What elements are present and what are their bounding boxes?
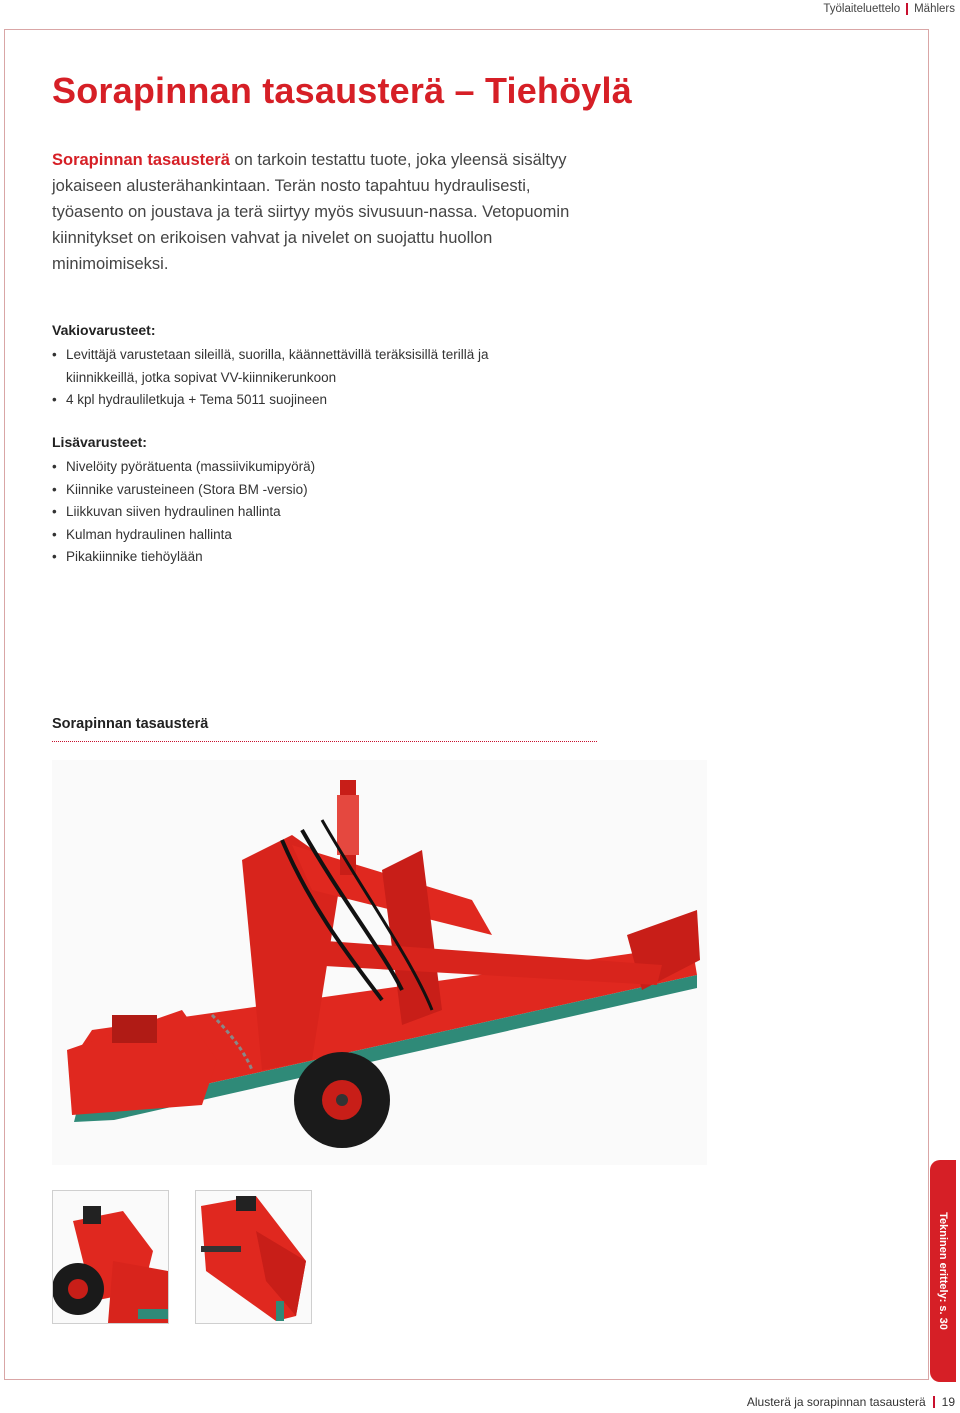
standard-equipment-list (52, 344, 502, 412)
catalog-name: Työlaiteluettelo (823, 3, 901, 15)
caption-divider (52, 741, 597, 742)
blade-detail-photo (195, 1190, 312, 1324)
page-header (823, 3, 955, 15)
page-number: 19 (941, 1395, 955, 1409)
photo-caption: Sorapinnan tasausterä (52, 716, 209, 732)
side-tab-label: Tekninen erittely: s. 30 (937, 1212, 949, 1330)
footer-separator (933, 1396, 935, 1408)
intro-highlight: Sorapinnan tasausterä (52, 151, 230, 169)
footer-section: Alusterä ja sorapinnan tasausterä (746, 1395, 926, 1409)
wheel-detail-photo (52, 1190, 169, 1324)
brand-name: Mählers (914, 3, 955, 15)
standard-equipment-heading: Vakiovarusteet: (52, 322, 156, 338)
technical-spec-tab[interactable] (930, 1160, 956, 1382)
list-item: • Levittäjä varustetaan sileillä, suorilla, käännettävillä teräksisillä terillä ja kiinnikkeillä, jotka sopivat VV-kiinnikerunkoon (52, 344, 502, 389)
page-title: Sorapinnan tasausterä – Tiehöylä (52, 70, 632, 111)
grader-blade-photo (52, 760, 707, 1165)
optional-equipment-list (52, 456, 502, 569)
list-item: • Kiinnike varusteineen (Stora BM -versio) (52, 479, 502, 502)
list-item: • Kulman hydraulinen hallinta (52, 524, 502, 547)
header-separator (906, 3, 908, 15)
page-footer (747, 1395, 955, 1409)
list-item: • 4 kpl hydrauliletkuja + Tema 5011 suojineen (52, 389, 502, 412)
optional-equipment-heading: Lisävarusteet: (52, 434, 147, 450)
list-item: • Pikakiinnike tiehöylään (52, 546, 502, 569)
intro-text: on tarkoin testattu tuote, joka yleensä sisältyy jokaiseen alusterähankintaan. Terän nosto tapahtuu hydraulisesti, työasento on joustava ja terä siirtyy myös sivusuun-nassa. Vetopuomin kiinnitykset on erikoisen vahvat ja nivelet on suojattu huollon minimoimiseksi. (52, 151, 570, 273)
intro-paragraph (52, 147, 572, 277)
list-item: • Nivelöity pyörätuenta (massiivikumipyörä) (52, 456, 502, 479)
list-item: • Liikkuvan siiven hydraulinen hallinta (52, 501, 502, 524)
